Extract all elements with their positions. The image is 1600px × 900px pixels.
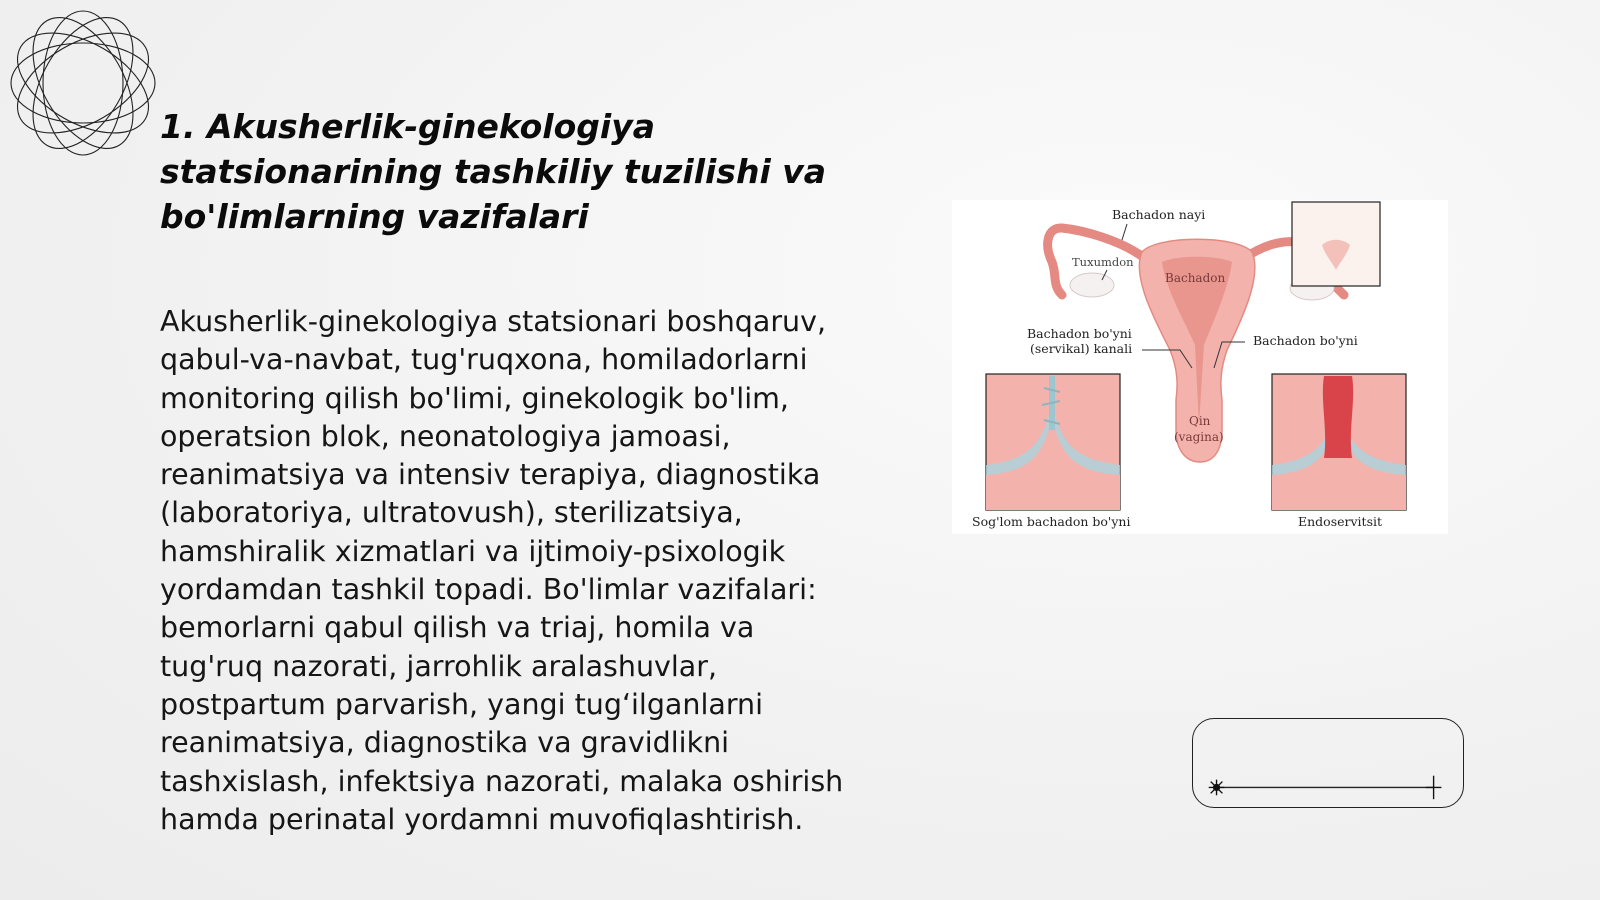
label-fallopian-tube: Bachadon nayi <box>1112 207 1206 222</box>
decorative-rings-icon <box>8 8 158 158</box>
label-uterus: Bachadon <box>1165 271 1226 285</box>
uterus-anatomy-illustration <box>952 200 1448 534</box>
label-cervical-canal-line1: Bachadon bo'yni <box>1027 326 1132 341</box>
slide-body-text: Akusherlik-ginekologiya statsionari boshqaruv, qabul-va-navbat, tug'ruqxona, homiladorlarni monitoring qilish bo'limi, ginekologik bo'lim, operatsion blok, neonatologiya jamoasi, reanimatsiya va intensiv terapiya, diagnostika (laboratoriya, ultratovush), sterilizatsiya, hamshiralik xizmatlari va ijtimoiy-psixologik yordamdan tashkil topadi. Bo'limlar vazifalari: bemorlarni qabul qilish va triaj, homila va tug'ruq nazorati, jarrohlik aralashuvlar, postpartum parvarish, yangi tug‘ilganlarni reanimatsiya, diagnostika va gravidlikni tashxislash, infektsiya nazorati, malaka oshirish hamda perinatal yordamni muvofiqlashtirish. <box>160 305 844 836</box>
label-ovary: Tuxumdon <box>1072 255 1134 269</box>
uterus-anatomy-figure <box>952 200 1448 534</box>
sparkle-icon <box>1209 780 1225 796</box>
label-vagina-line2: (vagina) <box>1174 430 1224 444</box>
decorative-rounded-box <box>1192 718 1464 808</box>
slide-title: 1. Akusherlik-ginekologiya statsionarining tashkiliy tuzilishi va bo'limlarning vazifalari <box>160 107 827 236</box>
label-cervix: Bachadon bo'yni <box>1253 333 1358 348</box>
label-healthy-cervix: Sog'lom bachadon bo'yni <box>972 514 1131 529</box>
label-cervical-canal-line2: (servikal) kanali <box>1030 341 1133 356</box>
left-ovary <box>1070 273 1114 297</box>
label-vagina-line1: Qin <box>1189 414 1211 428</box>
cross-star-icon <box>1426 776 1442 799</box>
label-endocervicitis: Endoservitsit <box>1298 514 1383 529</box>
star-line-decoration <box>1193 719 1463 807</box>
